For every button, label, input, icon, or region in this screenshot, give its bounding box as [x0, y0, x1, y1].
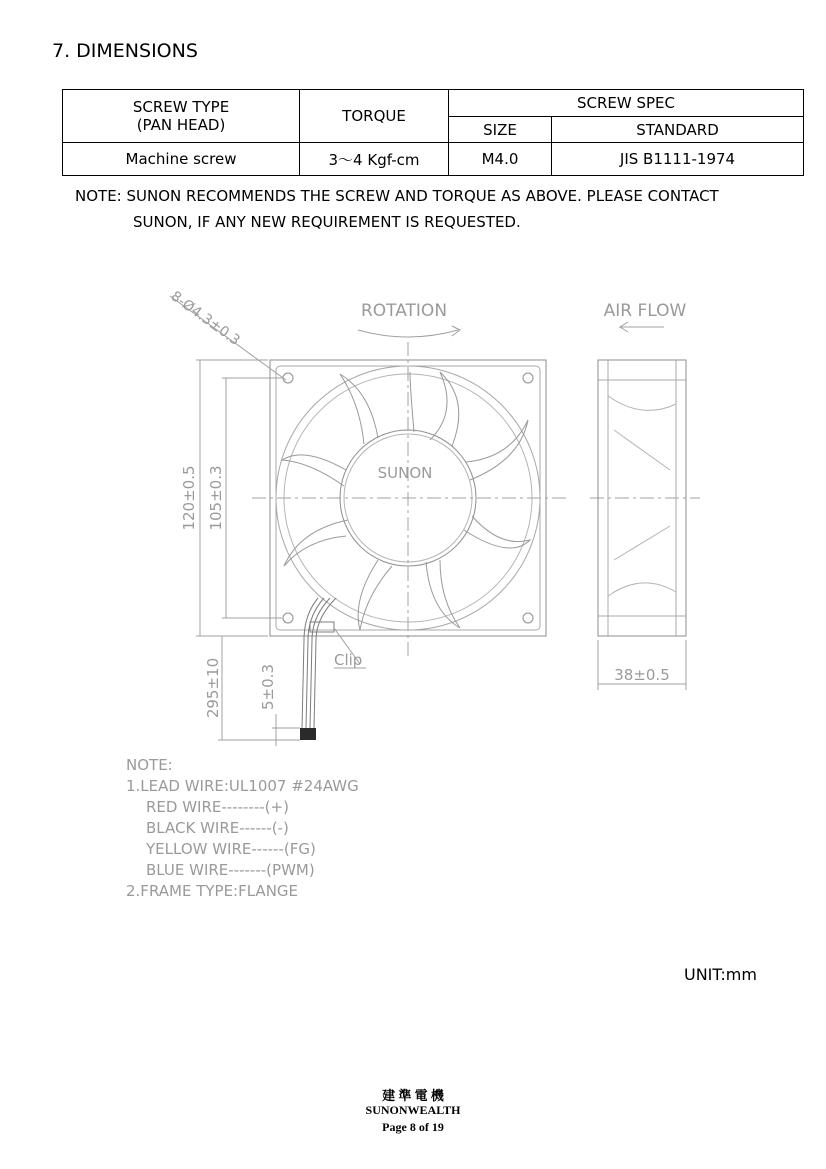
strip-length-label: 5±0.3	[259, 664, 277, 710]
airflow-arrow	[620, 322, 664, 332]
drawing-note-6: 2.FRAME TYPE:FLANGE	[126, 882, 299, 900]
rotation-label: ROTATION	[360, 301, 448, 321]
mount-hole-bottom-right	[523, 613, 533, 623]
section-title: 7. DIMENSIONS	[52, 40, 198, 62]
note-line-1: NOTE: SUNON RECOMMENDS THE SCREW AND TORQUE AS ABOVE. PLEASE CONTACT	[75, 187, 719, 205]
mount-hole-top-left	[283, 373, 293, 383]
drawing-note-3: BLACK WIRE------(-)	[146, 819, 289, 837]
drawing-note-1: 1.LEAD WIRE:UL1007 #24AWG	[126, 777, 359, 795]
rotation-arrow	[358, 330, 458, 337]
clip-label: Clip	[334, 651, 363, 669]
hole-pitch-label: 105±0.3	[207, 465, 225, 531]
mount-hole-bottom-left	[283, 613, 293, 623]
unit-label: UNIT:mm	[684, 965, 757, 984]
lead-length-label: 295±10	[204, 657, 222, 719]
footer-company-cn: 建 準 電 機	[382, 1088, 444, 1103]
hole-label: 8-Ø4.3±0.3	[167, 288, 243, 349]
header-screw-type-line1: SCREW TYPE	[132, 98, 230, 116]
fan-blades	[282, 372, 530, 630]
depth-label: 38±0.5	[614, 666, 670, 684]
header-screw-spec: SCREW SPEC	[449, 90, 804, 117]
brand-label: SUNON	[377, 464, 433, 482]
drawing-notes	[126, 756, 359, 900]
cell-size: M4.0	[449, 143, 552, 176]
cell-torque: 3～4 Kgf-cm	[300, 143, 449, 176]
footer-page-number: Page 8 of 19	[382, 1120, 444, 1134]
wire-connector-ends	[300, 728, 316, 740]
header-standard: STANDARD	[552, 117, 804, 143]
header-screw-type-line2: (PAN HEAD)	[136, 116, 226, 134]
header-torque: TORQUE	[300, 90, 449, 143]
drawing-note-0: NOTE:	[126, 756, 173, 774]
overall-dimension-label: 120±0.5	[180, 465, 198, 531]
footer-company-en: SUNONWEALTH	[365, 1103, 461, 1117]
lead-wires	[302, 598, 336, 728]
cell-standard: JIS B1111-1974	[552, 143, 804, 176]
note-line-2: SUNON, IF ANY NEW REQUIREMENT IS REQUESTED.	[133, 213, 521, 231]
drawing-note-2: RED WIRE--------(+)	[146, 798, 289, 816]
header-size: SIZE	[449, 117, 552, 143]
mount-hole-top-right	[523, 373, 533, 383]
drawing-note-5: BLUE WIRE-------(PWM)	[146, 861, 315, 879]
drawing-note-4: YELLOW WIRE------(FG)	[146, 840, 316, 858]
cell-screw-type: Machine screw	[63, 143, 300, 176]
airflow-label: AIR FLOW	[603, 301, 687, 321]
